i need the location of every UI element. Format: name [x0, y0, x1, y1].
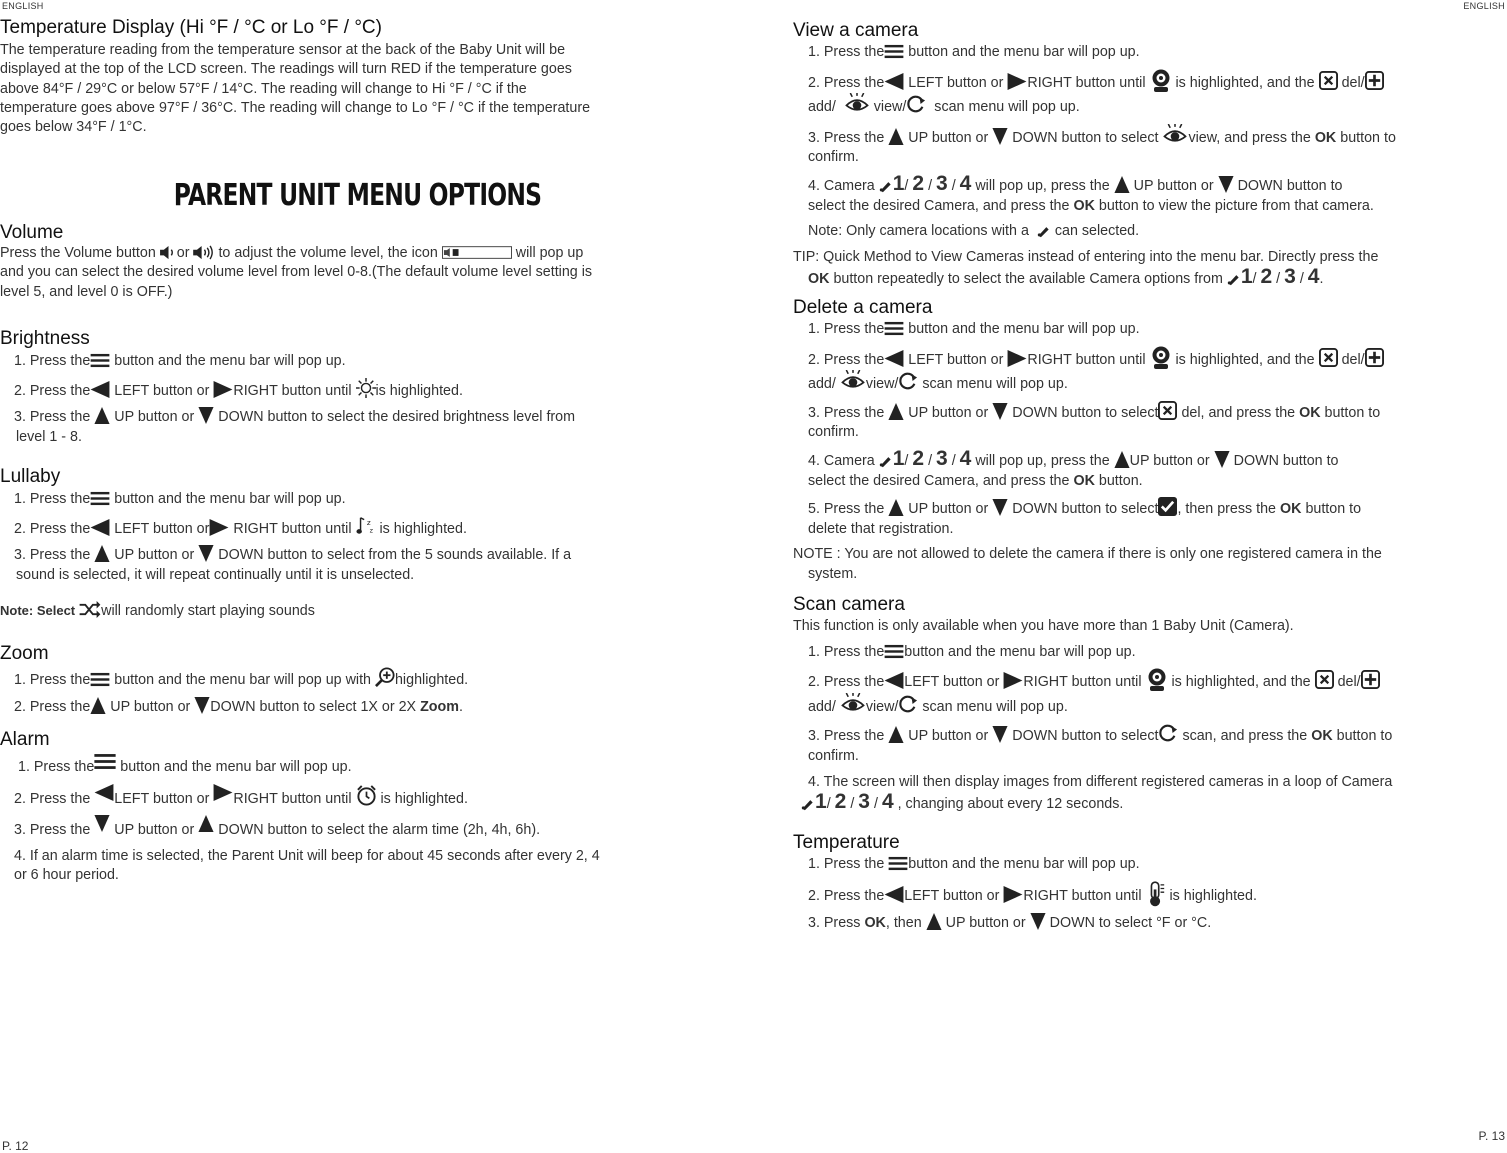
text: will pop up, press the: [975, 177, 1110, 194]
volume-section: [0, 222, 715, 302]
text: button to view the picture from that camera.: [1098, 197, 1374, 214]
text: OK: [1073, 472, 1095, 489]
text: DOWN button to select: [1012, 129, 1159, 146]
text: 1. Press the: [808, 643, 885, 660]
text: LEFT button or: [114, 520, 210, 537]
camera-pen-icon: [879, 179, 893, 193]
menu-icon: [90, 491, 110, 506]
up-arrow-icon: [1114, 176, 1130, 193]
camera-number: 1: [1240, 265, 1253, 289]
lullaby-note-icon: [356, 516, 376, 536]
text: DOWN button to select the alarm time (2h, 4h, 6h).: [218, 822, 541, 839]
text: scan menu will pop up.: [922, 376, 1068, 393]
text: 2. Press the: [808, 351, 885, 368]
text: sound is selected, it will repeat continually until it is unselected.: [16, 566, 415, 583]
temp-line: displayed at the top of the LCD screen. The readings will turn RED if the temperature goes: [0, 61, 572, 78]
right-arrow-icon: [1007, 73, 1027, 90]
camera-pen-icon: [801, 797, 815, 811]
text: add/: [808, 99, 836, 116]
camera-pen-icon: [1037, 224, 1051, 238]
text: button to: [1324, 404, 1381, 421]
camera-number: 1: [815, 790, 827, 814]
temp-display-body: [0, 41, 715, 137]
text: view/: [873, 99, 907, 116]
view-eye-icon: [844, 93, 870, 114]
delete-icon: [1158, 401, 1177, 420]
text: or 6 hour period.: [14, 867, 119, 884]
text: DOWN to select °F or °C.: [1049, 914, 1212, 931]
down-arrow-icon: [1214, 451, 1230, 468]
add-icon: [1365, 348, 1384, 367]
note-label: Note: Select: [0, 603, 76, 618]
zoom-title: Zoom: [0, 643, 49, 664]
text: 2. Press the: [14, 520, 91, 537]
menu-icon: [94, 753, 116, 770]
text: DOWN button to select: [1012, 404, 1159, 421]
text: highlighted.: [394, 672, 469, 688]
text: level 1 - 8.: [16, 428, 82, 445]
camera-icon: [1150, 69, 1172, 93]
text: button and the menu bar will pop up.: [114, 491, 346, 507]
text: Press the Volume button: [0, 245, 156, 261]
text: 1. Press the: [808, 44, 885, 60]
corner-label-left: ENGLISH: [2, 1, 44, 11]
left-arrow-icon: [884, 73, 904, 90]
text: add/: [808, 698, 836, 715]
text: 1. Press the: [14, 672, 91, 688]
text: 1. Press the: [14, 353, 91, 369]
text: button.: [1098, 472, 1143, 489]
speaker-low-icon: [160, 245, 177, 260]
text: 4. The screen will then display images from different registered cameras in a loop of Camera: [808, 773, 1393, 790]
view-eye-icon: [840, 370, 866, 391]
left-arrow-icon: [94, 784, 114, 801]
text: view/: [865, 376, 899, 393]
page-number-left: P. 12: [2, 1139, 29, 1153]
left-page: [0, 14, 715, 137]
text: /: [928, 452, 933, 469]
text: is highlighted.: [380, 790, 468, 807]
text: OK: [1073, 197, 1095, 214]
down-arrow-icon: [992, 499, 1008, 516]
text: scan menu will pop up.: [934, 99, 1080, 116]
menu-icon: [884, 321, 904, 336]
camera-number: 3: [1284, 265, 1296, 289]
text: UP button or: [908, 501, 989, 518]
up-arrow-icon: [94, 545, 110, 562]
camera-number: 3: [936, 171, 948, 195]
text: UP button or: [1129, 452, 1210, 469]
lullaby-section: [0, 466, 715, 585]
text: OK: [864, 914, 886, 931]
text: 4. Camera: [808, 177, 875, 194]
text: DOWN button to select the desired brightness level from: [218, 409, 576, 426]
right-arrow-icon: [213, 784, 233, 801]
down-arrow-icon: [198, 545, 214, 562]
text: button and the menu bar will pop up.: [908, 44, 1140, 60]
right-arrow-icon: [1007, 350, 1027, 367]
temp-line: goes below 34°F / 1°C.: [0, 119, 147, 136]
text: 3. Press the: [14, 409, 91, 426]
text: del/: [1337, 674, 1361, 691]
text: This function is only available when you have more than 1 Baby Unit (Camera).: [793, 618, 1294, 634]
text: 2. Press the: [14, 382, 91, 399]
view-eye-icon: [1162, 124, 1188, 145]
text: /: [951, 177, 956, 194]
lullaby-title: Lullaby: [0, 466, 61, 487]
scan-icon: [1158, 723, 1178, 743]
text: OK: [808, 271, 830, 288]
confirm-check-icon: [1158, 497, 1177, 516]
text: OK: [1299, 404, 1321, 421]
shuffle-icon: [79, 601, 101, 618]
text: RIGHT button until: [1027, 74, 1146, 91]
camera-pen-icon: [1227, 272, 1241, 286]
text: del/: [1341, 74, 1365, 91]
left-arrow-icon: [884, 886, 904, 903]
text: button to: [1305, 501, 1362, 518]
text: OK: [1280, 501, 1302, 518]
text: delete that registration.: [808, 520, 954, 537]
camera-number: 2: [912, 171, 925, 195]
up-arrow-icon: [198, 815, 214, 832]
add-icon: [1361, 670, 1380, 689]
volume-bar-icon: [442, 246, 512, 260]
text: /: [904, 452, 909, 469]
temp-line: above 84°F / 29°C or below 57°F / 14°C. The reading will change to Hi °F / °C if the: [0, 80, 527, 97]
right-arrow-icon: [209, 519, 229, 536]
text: UP button or: [908, 129, 989, 146]
text: is highlighted, and the: [1171, 674, 1311, 691]
scan-camera-title: Scan camera: [793, 594, 905, 615]
camera-number: 2: [912, 446, 925, 470]
left-arrow-icon: [884, 350, 904, 367]
text: will pop up: [515, 245, 584, 261]
text: LEFT button or: [904, 674, 1000, 691]
text: UP button or: [114, 409, 195, 426]
text: RIGHT button until: [233, 382, 352, 399]
text: Zoom: [420, 698, 459, 715]
menu-icon: [90, 353, 110, 368]
text: confirm.: [808, 747, 859, 764]
text: or: [176, 245, 190, 261]
menu-icon: [888, 856, 908, 871]
text: 3. Press the: [14, 822, 91, 839]
text: is highlighted, and the: [1175, 351, 1315, 368]
text: is highlighted, and the: [1175, 74, 1315, 91]
down-arrow-icon: [1030, 913, 1046, 930]
text: select the desired Camera, and press the: [808, 197, 1070, 214]
text: DOWN button to select from the 5 sounds available. If a: [218, 547, 572, 564]
corner-label-right: ENGLISH: [1463, 1, 1505, 11]
camera-number: 2: [1260, 265, 1273, 289]
text: LEFT button or: [908, 351, 1004, 368]
temp-line: The temperature reading from the temperature sensor at the back of the Baby Unit will be: [0, 42, 566, 58]
text: system.: [808, 565, 858, 582]
text: select the desired Camera, and press the: [808, 472, 1070, 489]
text: button to: [1336, 728, 1393, 745]
text: UP button or: [114, 822, 195, 839]
text: 1. Press the: [808, 856, 885, 872]
view-eye-icon: [840, 693, 866, 714]
text: button and the menu bar will pop up.: [904, 643, 1136, 660]
text: is highlighted.: [375, 382, 463, 399]
delete-icon: [1315, 670, 1334, 689]
text: 2. Press the: [808, 674, 885, 691]
left-arrow-icon: [90, 381, 110, 398]
shuffle-note: [0, 601, 715, 622]
text: button and the menu bar will pop up.: [908, 321, 1140, 337]
text: can selected.: [1054, 223, 1140, 240]
text: to adjust the volume level, the icon: [218, 245, 438, 261]
up-arrow-icon: [888, 726, 904, 743]
menu-icon: [884, 644, 904, 659]
left-arrow-icon: [90, 519, 110, 536]
temp-line: temperature goes above 97°F / 36°C. The reading will change to Lo °F / °C if the temperature: [0, 99, 591, 116]
alarm-clock-icon: [356, 785, 377, 806]
text: TIP: Quick Method to View Cameras instead of entering into the menu bar. Directly press the: [793, 248, 1379, 265]
text: , then press the: [1177, 501, 1277, 518]
camera-number: 4: [881, 790, 894, 814]
menu-icon: [90, 672, 110, 687]
down-arrow-icon: [992, 128, 1008, 145]
text: /: [904, 177, 909, 194]
down-arrow-icon: [992, 726, 1008, 743]
text: OK: [1311, 728, 1333, 745]
text: confirm.: [808, 149, 859, 166]
camera-number: 4: [1307, 265, 1320, 289]
camera-number: 1: [892, 171, 905, 195]
text: .: [1319, 271, 1324, 288]
up-arrow-icon: [888, 499, 904, 516]
text: level 5, and level 0 is OFF.): [0, 283, 173, 300]
text: RIGHT button until: [1023, 887, 1142, 904]
text: Note: Only camera locations with a: [808, 223, 1029, 240]
text: is highlighted.: [379, 520, 467, 537]
scan-icon: [898, 371, 918, 391]
text: 4. Camera: [808, 452, 875, 469]
text: 3. Press the: [808, 728, 885, 745]
text: LEFT button or: [114, 790, 210, 807]
text: 3. Press the: [808, 129, 885, 146]
text: RIGHT button until: [1027, 351, 1146, 368]
text: button repeatedly to select the available Camera options from: [833, 271, 1223, 288]
delete-camera-section: [793, 297, 1507, 585]
text: 2. Press the: [14, 698, 91, 715]
text: view, and press the: [1188, 129, 1311, 146]
temperature-section: [793, 832, 1507, 933]
delete-icon: [1319, 71, 1338, 90]
text: UP button or: [1133, 177, 1214, 194]
speaker-high-icon: [193, 245, 214, 260]
text: DOWN button to select: [1012, 728, 1159, 745]
text: UP button or: [908, 728, 989, 745]
text: , then: [885, 914, 922, 931]
alarm-section: [0, 729, 715, 886]
camera-number: 4: [959, 446, 972, 470]
up-arrow-icon: [888, 128, 904, 145]
up-arrow-icon: [926, 913, 942, 930]
text: /: [951, 452, 956, 469]
text: RIGHT button until: [1023, 674, 1142, 691]
menu-options-banner: PARENT UNIT MENU OPTIONS: [173, 178, 542, 213]
text: /: [873, 796, 878, 813]
camera-number: 4: [959, 171, 972, 195]
down-arrow-icon: [194, 697, 210, 714]
left-arrow-icon: [884, 672, 904, 689]
up-arrow-icon: [90, 697, 106, 714]
scan-icon: [898, 694, 918, 714]
down-arrow-icon: [992, 403, 1008, 420]
text: OK: [1314, 129, 1337, 146]
down-arrow-icon: [1218, 176, 1234, 193]
alarm-title: Alarm: [0, 729, 50, 750]
brightness-icon: [356, 378, 376, 398]
camera-icon: [1150, 346, 1172, 370]
text: /: [1252, 271, 1257, 288]
right-arrow-icon: [213, 381, 233, 398]
text: UP button or: [945, 914, 1026, 931]
text: view/: [865, 698, 899, 715]
text: confirm.: [808, 424, 859, 441]
zoom-section: [0, 643, 715, 717]
camera-number: 3: [858, 790, 870, 814]
right-arrow-icon: [1003, 886, 1023, 903]
text: DOWN button to: [1237, 177, 1343, 194]
text: /: [1276, 271, 1281, 288]
text: 1. Press the: [808, 321, 885, 337]
view-camera-title: View a camera: [793, 20, 919, 41]
text: UP button or: [110, 698, 191, 715]
scan-icon: [906, 94, 926, 114]
text: del/: [1341, 351, 1365, 368]
text: /: [1299, 271, 1304, 288]
up-arrow-icon: [888, 403, 904, 420]
text: .: [459, 698, 463, 715]
text: 3. Press the: [808, 404, 885, 421]
temp-display-title: Temperature Display (Hi °F / °C or Lo °F / °C): [0, 17, 382, 38]
camera-pen-icon: [879, 454, 893, 468]
down-arrow-icon: [198, 407, 214, 424]
zoom-icon: [375, 667, 395, 687]
page-number-right: P. 13: [1478, 1129, 1505, 1143]
text: DOWN button to select: [1012, 501, 1159, 518]
text: button and the menu bar will pop up.: [120, 759, 352, 775]
text: scan menu will pop up.: [922, 698, 1068, 715]
text: 3. Press the: [14, 547, 91, 564]
add-icon: [1365, 71, 1384, 90]
camera-number: 3: [936, 446, 948, 470]
temperature-title: Temperature: [793, 832, 900, 853]
text: and you can select the desired volume level from level 0-8.(The default volume level setting is: [0, 264, 593, 281]
text: NOTE : You are not allowed to delete the camera if there is only one registered camera in the: [793, 546, 1382, 563]
text: button and the menu bar will pop up.: [908, 856, 1140, 872]
text: 2. Press the: [14, 790, 91, 807]
text: scan, and press the: [1182, 728, 1308, 745]
text: add/: [808, 376, 836, 393]
camera-number: 2: [834, 790, 847, 814]
text: button and the menu bar will pop up.: [114, 353, 346, 369]
text: del, and press the: [1181, 404, 1296, 421]
text: , changing about every 12 seconds.: [897, 796, 1124, 813]
text: 2. Press the: [808, 887, 885, 904]
text: LEFT button or: [904, 887, 1000, 904]
up-arrow-icon: [94, 407, 110, 424]
view-camera-section: [793, 20, 1507, 290]
text: will pop up, press the: [975, 452, 1110, 469]
text: /: [826, 796, 831, 813]
up-arrow-icon: [1114, 451, 1130, 468]
text: 4. If an alarm time is selected, the Parent Unit will beep for about 45 seconds after every 2, 4: [14, 847, 600, 864]
camera-icon: [1146, 668, 1168, 692]
text: UP button or: [114, 547, 195, 564]
text: RIGHT button until: [233, 520, 352, 537]
text: DOWN button to: [1233, 452, 1339, 469]
camera-number: 1: [892, 446, 905, 470]
text: DOWN button to select 1X or 2X: [210, 698, 417, 715]
brightness-section: [0, 328, 715, 447]
text: LEFT button or: [114, 382, 210, 399]
brightness-title: Brightness: [0, 328, 90, 349]
text: 1. Press the: [14, 491, 91, 507]
text: /: [850, 796, 855, 813]
text: /: [928, 177, 933, 194]
text: 5. Press the: [808, 501, 885, 518]
text: button to: [1340, 129, 1396, 146]
down-arrow-icon: [94, 815, 110, 832]
text: UP button or: [908, 404, 989, 421]
text: LEFT button or: [908, 74, 1004, 91]
thermometer-icon: [1146, 881, 1166, 907]
menu-icon: [884, 44, 904, 59]
text: 1. Press the: [18, 759, 95, 775]
text: button and the menu bar will pop up with: [114, 672, 371, 688]
delete-camera-title: Delete a camera: [793, 297, 933, 318]
text: is highlighted.: [1169, 887, 1257, 904]
volume-title: Volume: [0, 222, 64, 243]
text: will randomly start playing sounds: [101, 603, 315, 619]
scan-camera-section: [793, 594, 1507, 815]
text: 2. Press the: [808, 74, 885, 91]
text: RIGHT button until: [233, 790, 352, 807]
text: 3. Press: [808, 914, 861, 931]
right-arrow-icon: [1003, 672, 1023, 689]
delete-icon: [1319, 348, 1338, 367]
